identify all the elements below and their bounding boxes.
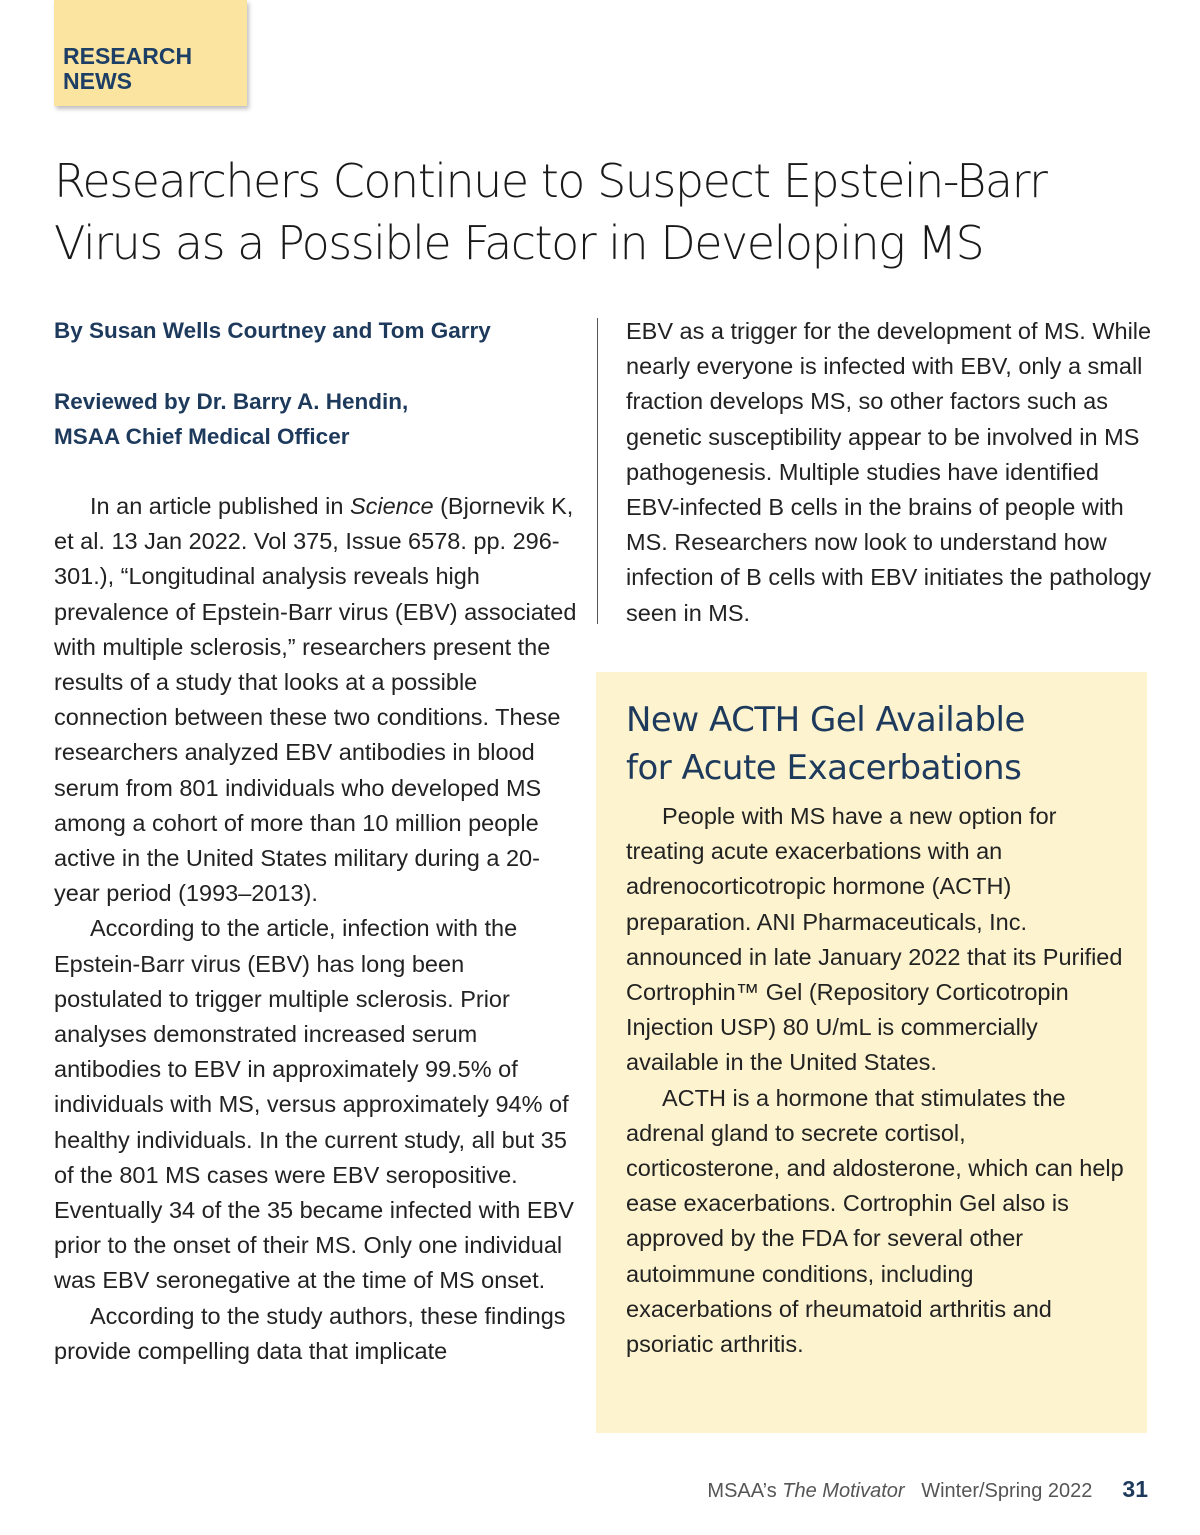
article-title: Researchers Continue to Suspect Epstein-Barr Virus as a Possible Factor in Developing MS	[54, 154, 1047, 270]
article-column-1	[54, 489, 579, 1369]
sidebar-paragraph-2: ACTH is a hormone that stimulates the adrenal gland to secrete cortisol, corticosterone, and aldosterone, which can help ease exacerbations. Cortrophin Gel also is approved by the FDA for several other autoimmune conditions, including exacerbations of rheumatoid arthritis and psoriatic arthritis.	[626, 1084, 1124, 1358]
column-divider	[597, 318, 598, 624]
journal-name: Science	[349, 493, 434, 519]
article-paragraph-3-start: According to the study authors, these findings provide compelling data that implicate	[54, 1302, 566, 1364]
sidebar-paragraph-1: People with MS have a new option for treating acute exacerbations with an adrenocorticotropic hormone (ACTH) preparation. ANI Pharmaceuticals, Inc. announced in late January 2022 that its Purified Cortrophin™ Gel (Repository Corticotropin Injection USP) 80 U/mL is commercially available in the United States.	[626, 803, 1123, 1076]
article-paragraph-2: According to the article, infection with the Epstein-Barr virus (EBV) has long been postulated to trigger multiple sclerosis. Prior analyses demonstrated increased serum antibodies to EBV in approximately 99.5% of individuals with MS, versus approximately 94% of healthy individuals. In the current study, all but 35 of the 801 MS cases were EBV seropositive. Eventually 34 of the 35 became infected with EBV prior to the onset of their MS. Only one individual was EBV seronegative at the time of MS onset.	[54, 915, 574, 1294]
section-tag-label: RESEARCH NEWS	[63, 43, 193, 94]
article-paragraph-3-continued: EBV as a trigger for the development of MS. While nearly everyone is infected with EBV, only a small fraction develops MS, so other factors such as genetic susceptibility appear to be involved in MS pathogenesis. Multiple studies have identified EBV-infected B cells in the brains of people with MS. Researchers now look to understand how infection of B cells with EBV initiates the pathology seen in MS.	[626, 318, 1152, 626]
page-footer	[707, 1476, 1148, 1503]
footer-publisher: MSAA’s	[707, 1480, 783, 1502]
sidebar-title: New ACTH Gel Available for Acute Exacerbations	[626, 700, 1025, 788]
footer-issue: Winter/Spring 2022	[921, 1480, 1093, 1502]
byline-authors: By Susan Wells Courtney and Tom Garry	[54, 318, 491, 343]
reviewer-line-2: MSAA Chief Medical Officer	[54, 424, 350, 449]
sidebar-body	[626, 799, 1126, 1362]
reviewer-line-1: Reviewed by Dr. Barry A. Hendin,	[54, 389, 409, 414]
footer-magazine: The Motivator	[782, 1480, 905, 1502]
page-number: 31	[1122, 1476, 1148, 1502]
article-column-2	[626, 314, 1156, 631]
section-tag	[54, 0, 247, 106]
byline-reviewer	[54, 384, 408, 454]
article-paragraph-1: In an article published in Science (Bjornevik K, et al. 13 Jan 2022. Vol 375, Issue 6578. pp. 296-301.), “Longitudinal analysis reveals high prevalence of Epstein-Barr virus (EBV) associated with multiple sclerosis,” researchers present the results of a study that looks at a possible connection between these two conditions. These researchers analyzed EBV antibodies in blood serum from 801 individuals who developed MS among a cohort of more than 10 million people active in the United States military during a 20-year period (1993–2013).	[54, 493, 577, 907]
sidebar-box	[596, 672, 1147, 1433]
